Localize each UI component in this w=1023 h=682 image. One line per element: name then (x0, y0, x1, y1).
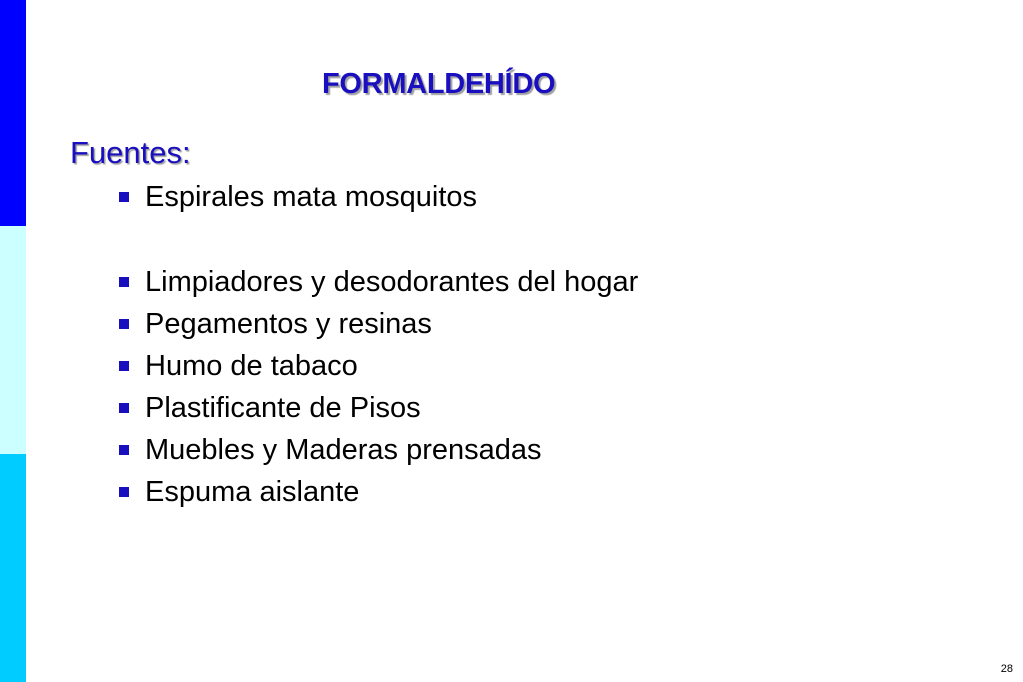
list-item (116, 176, 638, 218)
section-heading: Fuentes: (70, 135, 191, 170)
square-bullet-icon (119, 192, 129, 202)
square-bullet-icon (119, 277, 129, 287)
list-item-text: Humo de tabaco (145, 350, 358, 382)
square-bullet-icon (119, 487, 129, 497)
square-bullet-icon (119, 361, 129, 371)
slide-number: 28 (1000, 663, 1013, 675)
list-item-text: Muebles y Maderas prensadas (145, 434, 542, 466)
list-item-text: Plastificante de Pisos (145, 392, 421, 424)
side-bar-middle-segment (0, 226, 26, 454)
list-item-text: Espuma aislante (145, 476, 360, 508)
bullet-list (116, 176, 638, 513)
side-bar-bottom-segment (0, 454, 26, 682)
slide-title: FORMALDEHÍDO (322, 68, 556, 100)
list-item (116, 429, 638, 471)
list-item (116, 261, 638, 303)
list-item (116, 345, 638, 387)
list-item (116, 303, 638, 345)
list-item-text: Limpiadores y desodorantes del hogar (145, 266, 639, 298)
side-color-bar (0, 0, 26, 682)
list-item (116, 471, 638, 513)
square-bullet-icon (119, 319, 129, 329)
list-item-text: Pegamentos y resinas (145, 308, 432, 340)
square-bullet-icon (119, 445, 129, 455)
list-item-text: Espirales mata mosquitos (145, 181, 478, 213)
square-bullet-icon (119, 403, 129, 413)
list-item (116, 387, 638, 429)
side-bar-top-segment (0, 0, 26, 226)
